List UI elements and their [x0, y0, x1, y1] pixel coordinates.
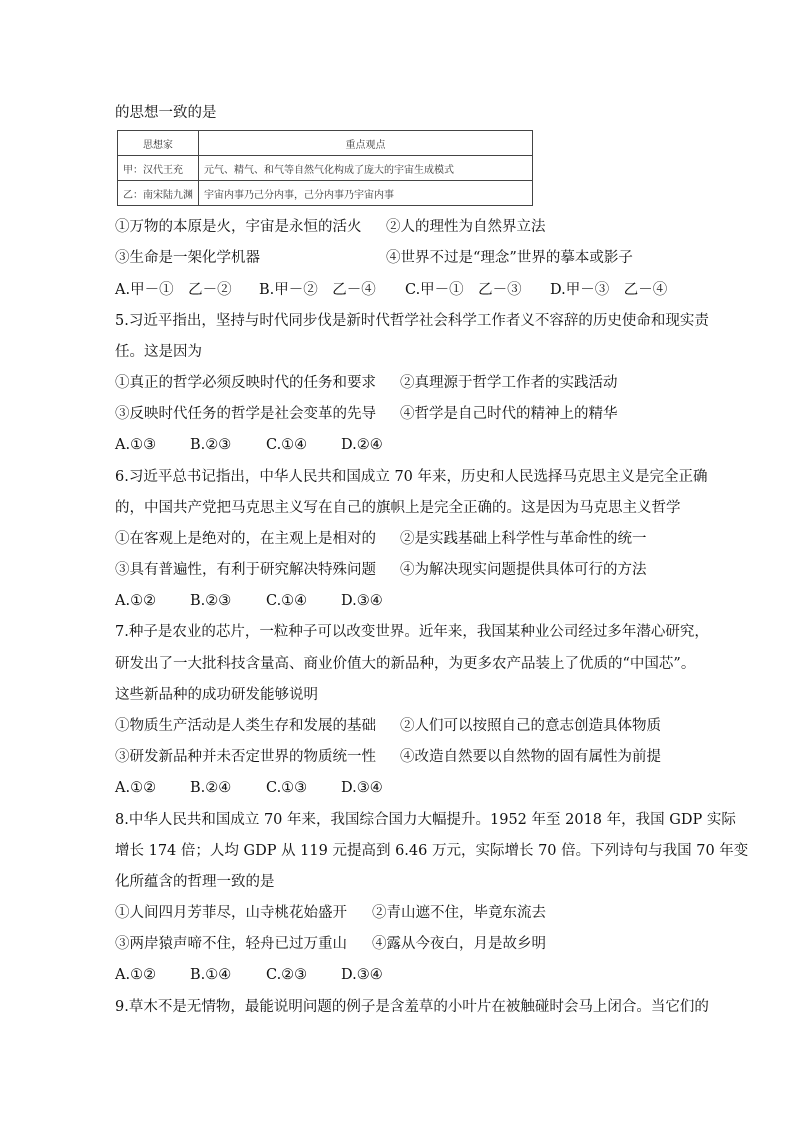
table-cell-viewpoint: 宇宙内事乃己分内事，己分内事乃宇宙内事: [199, 181, 533, 206]
q6-option-3: ③具有普遍性，有利于研究解决特殊问题: [115, 562, 376, 578]
q8-option-3: ③两岸猿声啼不住，轻舟已过万重山: [115, 936, 347, 952]
q4-choice-d: D.甲－③ 乙－④: [550, 282, 668, 298]
table-cell-viewpoint: 元气、精气、和气等自然气化构成了庞大的宇宙生成模式: [199, 156, 533, 181]
q4-option-1: ①万物的本原是火，宇宙是永恒的活火: [115, 219, 362, 235]
table-header-viewpoint: 重点观点: [199, 131, 533, 156]
q7-choice-d: D.③④: [341, 780, 383, 796]
q7-option-1: ①物质生产活动是人类生存和发展的基础: [115, 718, 376, 734]
q5-choice-d: D.②④: [341, 437, 383, 453]
q4-option-4: ④世界不过是“理念”世界的摹本或影子: [386, 250, 633, 266]
q7-option-4: ④改造自然要以自然物的固有属性为前提: [400, 749, 661, 765]
table-header-thinker: 思想家: [118, 131, 199, 156]
table-row: [118, 181, 533, 206]
q6-option-4: ④为解决现实问题提供具体可行的方法: [400, 562, 647, 578]
q8-stem-line-1: 8.中华人民共和国成立 70 年来，我国综合国力大幅提升。1952 年至 2018 年，我国 GDP 实际: [115, 812, 736, 828]
q7-option-3: ③研发新品种并未否定世界的物质统一性: [115, 749, 376, 765]
q4-option-3: ③生命是一架化学机器: [115, 250, 260, 266]
q5-option-3: ③反映时代任务的哲学是社会变革的先导: [115, 406, 376, 422]
q6-option-1: ①在客观上是绝对的，在主观上是相对的: [115, 531, 376, 547]
q5-choice-b: B.②③: [190, 437, 232, 453]
q6-option-2: ②是实践基础上科学性与革命性的统一: [400, 531, 647, 547]
q5-option-4: ④哲学是自己时代的精神上的精华: [400, 406, 618, 422]
q6-stem-line-2: 的，中国共产党把马克思主义写在自己的旗帜上是完全正确的。这是因为马克思主义哲学: [115, 500, 681, 516]
q5-stem-line-1: 5.习近平指出，坚持与时代同步伐是新时代哲学社会科学工作者义不容辞的历史使命和现实责: [115, 313, 709, 329]
q7-choice-b: B.②④: [190, 780, 232, 796]
q8-option-1: ①人间四月芳菲尽，山寺桃花始盛开: [115, 905, 347, 921]
q5-stem-line-2: 任。这是因为: [115, 344, 202, 360]
q8-option-4: ④露从今夜白，月是故乡明: [372, 936, 546, 952]
q7-choice-c: C.①③: [266, 780, 308, 796]
q4-option-2: ②人的理性为自然界立法: [386, 219, 546, 235]
q6-choice-c: C.①④: [266, 593, 308, 609]
q7-choice-a: A.①②: [115, 780, 157, 796]
q4-choice-c: C.甲－① 乙－③: [405, 282, 522, 298]
q6-stem-line-1: 6.习近平总书记指出，中华人民共和国成立 70 年来，历史和人民选择马克思主义是完全正确: [115, 469, 708, 485]
q5-option-2: ②真理源于哲学工作者的实践活动: [400, 375, 618, 391]
q8-stem-line-2: 增长 174 倍；人均 GDP 从 119 元提高到 6.46 万元，实际增长 70 倍。下列诗句与我国 70 年变: [115, 843, 749, 859]
question-4-intro: 的思想一致的是: [115, 105, 217, 121]
table-header-row: [118, 131, 533, 156]
q8-option-2: ②青山遮不住，毕竟东流去: [372, 905, 546, 921]
q8-choice-b: B.①④: [190, 967, 232, 983]
q7-stem-line-1: 7.种子是农业的芯片，一粒种子可以改变世界。近年来，我国某种业公司经过多年潜心研究，: [115, 624, 709, 640]
q7-stem-line-2: 研发出了一大批科技含量高、商业价值大的新品种，为更多农产品装上了优质的“中国芯”。: [115, 656, 696, 672]
q6-choice-d: D.③④: [341, 593, 383, 609]
q7-stem-line-3: 这些新品种的成功研发能够说明: [115, 687, 318, 703]
q6-choice-a: A.①②: [115, 593, 157, 609]
q5-choice-a: A.①③: [115, 437, 157, 453]
table-cell-thinker: 甲：汉代王充: [118, 156, 199, 181]
q5-option-1: ①真正的哲学必须反映时代的任务和要求: [115, 375, 376, 391]
thinkers-table: [117, 130, 533, 206]
q9-stem-line-1: 9.草木不是无情物，最能说明问题的例子是含羞草的小叶片在被触碰时会马上闭合。当它们的: [115, 999, 709, 1015]
q7-option-2: ②人们可以按照自己的意志创造具体物质: [400, 718, 661, 734]
table-row: [118, 156, 533, 181]
q4-choice-a: A.甲－① 乙－②: [115, 282, 232, 298]
q8-choice-c: C.②③: [266, 967, 308, 983]
q8-choice-d: D.③④: [341, 967, 383, 983]
q8-stem-line-3: 化所蕴含的哲理一致的是: [115, 874, 275, 890]
q4-choice-b: B.甲－② 乙－④: [259, 282, 376, 298]
q8-choice-a: A.①②: [115, 967, 157, 983]
q5-choice-c: C.①④: [266, 437, 308, 453]
q6-choice-b: B.②③: [190, 593, 232, 609]
table-cell-thinker: 乙：南宋陆九渊: [118, 181, 199, 206]
